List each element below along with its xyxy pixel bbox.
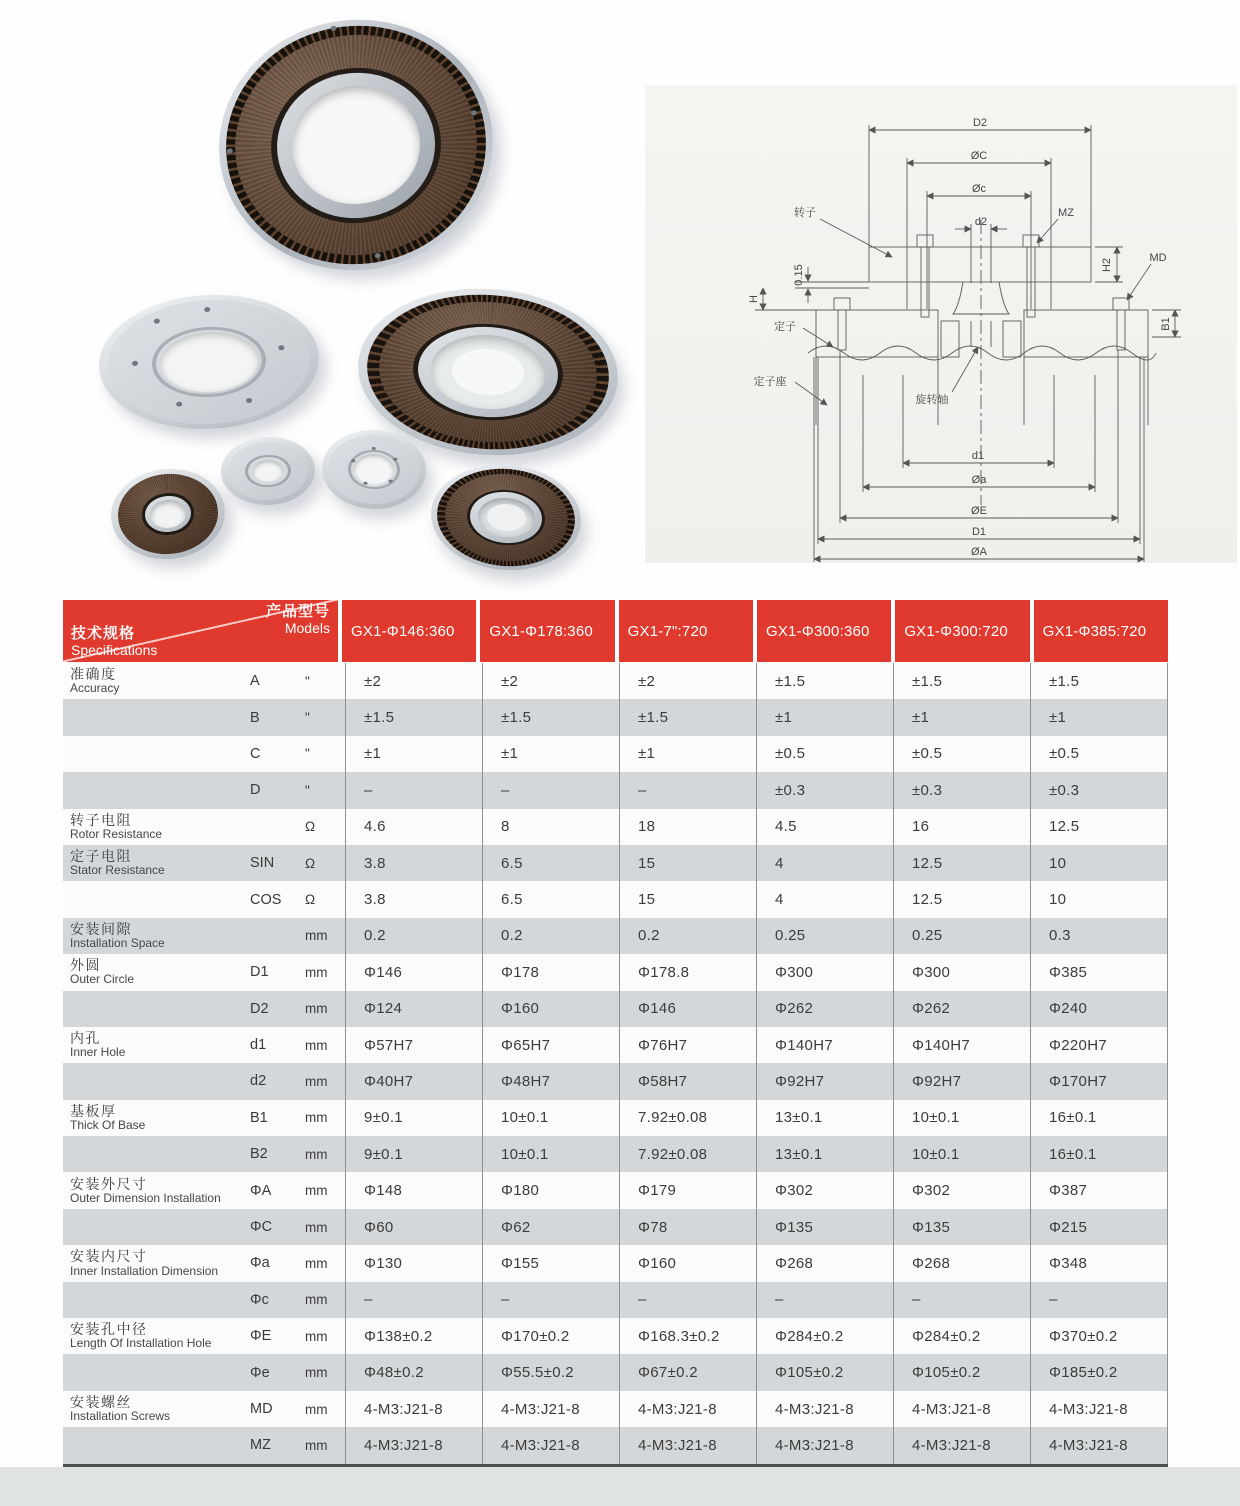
- screw-dot: [388, 479, 392, 482]
- row-label-en: Installation Screws: [70, 1409, 171, 1424]
- row-unit: ": [305, 782, 310, 798]
- table-row: [63, 881, 1168, 917]
- row-symbol: D: [250, 782, 261, 799]
- table-row: [63, 1136, 1168, 1172]
- cell-value: Φ62: [482, 1209, 619, 1245]
- rotor-label: 转子: [794, 207, 816, 219]
- cell-value: ±1: [893, 699, 1030, 735]
- model-column-header: GX1-Φ178:360: [476, 600, 614, 662]
- cell-value: 4-M3:J21-8: [893, 1391, 1030, 1427]
- table-row: [63, 1391, 1168, 1427]
- row-unit: mm: [305, 1001, 328, 1017]
- cell-value: Φ155: [482, 1245, 619, 1281]
- cell-value: ±1.5: [756, 663, 893, 699]
- model-column-header: GX1-7":720: [615, 600, 753, 662]
- row-unit: mm: [305, 1219, 328, 1235]
- row-symbol: MD: [250, 1401, 273, 1417]
- spec-table: [63, 600, 1168, 1467]
- row-label-zh: 安装外尺寸: [70, 1175, 148, 1192]
- cell-value: Φ387: [1030, 1172, 1168, 1208]
- screw-dot: [176, 401, 182, 406]
- row-label: [63, 1136, 250, 1172]
- silver-ring-large: [96, 289, 323, 434]
- row-label-en: Accuracy: [70, 681, 120, 696]
- row-label-zh: 安装孔中径: [70, 1321, 148, 1338]
- cell-value: 16: [893, 809, 1030, 845]
- product-photo-single-ring: [205, 4, 507, 286]
- b1-label: B1: [1160, 317, 1172, 331]
- cell-value: 4-M3:J21-8: [345, 1427, 482, 1463]
- row-symbol: [250, 809, 305, 845]
- models-header-label: [266, 604, 330, 636]
- screw-dot: [393, 458, 397, 461]
- cell-value: Φ179: [619, 1172, 756, 1208]
- cell-value: 15: [619, 845, 756, 881]
- models-zh: 产品型号: [265, 603, 330, 620]
- dim-label-d2: d2: [974, 216, 988, 228]
- cell-value: Φ67±0.2: [619, 1354, 756, 1390]
- cell-value: 12.5: [1030, 809, 1168, 845]
- row-unit: mm: [305, 964, 328, 980]
- diagram-svg: [645, 85, 1237, 563]
- row-symbol: MZ: [250, 1437, 271, 1454]
- cell-value: –: [345, 1282, 482, 1318]
- row-unit: ": [305, 673, 310, 689]
- cell-value: ±1.5: [345, 699, 482, 735]
- bottom-band: [0, 1467, 1240, 1506]
- cell-value: 4-M3:J21-8: [619, 1427, 756, 1463]
- cell-value: –: [893, 1282, 1030, 1318]
- gap-label: 0.15: [793, 264, 805, 286]
- cell-value: Φ138±0.2: [345, 1318, 482, 1354]
- cell-value: ±1.5: [619, 699, 756, 735]
- table-row: [63, 809, 1168, 845]
- cell-value: 0.2: [619, 918, 756, 954]
- cell-value: ±2: [482, 663, 619, 699]
- cell-value: Φ92H7: [893, 1063, 1030, 1099]
- row-label-zh: 安装螺丝: [70, 1393, 132, 1410]
- cell-value: Φ185±0.2: [1030, 1354, 1168, 1390]
- cell-value: –: [482, 772, 619, 808]
- row-label: [63, 699, 250, 735]
- cell-value: ±0.3: [1030, 772, 1168, 808]
- row-symbol: Φa: [250, 1255, 270, 1272]
- cell-value: 0.3: [1030, 918, 1168, 954]
- cell-value: Φ178: [482, 954, 619, 990]
- cell-value: Φ268: [893, 1245, 1030, 1281]
- cell-value: Φ60: [345, 1209, 482, 1245]
- cell-value: Φ65H7: [482, 1027, 619, 1063]
- model-column-header: GX1-Φ385:720: [1030, 600, 1168, 662]
- row-unit: mm: [305, 928, 328, 944]
- mz-label: MZ: [1058, 207, 1074, 219]
- cell-value: 0.2: [345, 918, 482, 954]
- cell-value: –: [619, 772, 756, 808]
- cell-value: Φ268: [756, 1245, 893, 1281]
- row-unit: Ω: [305, 819, 316, 835]
- cell-value: Φ40H7: [345, 1063, 482, 1099]
- cell-value: Φ302: [893, 1172, 1030, 1208]
- cell-value: Φ135: [893, 1209, 1030, 1245]
- cell-value: 9±0.1: [345, 1100, 482, 1136]
- row-unit: mm: [305, 1146, 328, 1162]
- row-label-en: Stator Resistance: [70, 863, 165, 878]
- cell-value: Φ78: [619, 1209, 756, 1245]
- row-label: [63, 1427, 250, 1463]
- cell-value: Φ284±0.2: [756, 1318, 893, 1354]
- row-label-zh: 外圆: [70, 957, 101, 974]
- silver-ring-small-left: [220, 435, 316, 506]
- cell-value: ±1.5: [893, 663, 1030, 699]
- cell-value: –: [1030, 1282, 1168, 1318]
- dim-label-OE: ØE: [971, 505, 987, 517]
- cell-value: Φ262: [756, 991, 893, 1027]
- row-label-zh: 安装间隙: [70, 920, 132, 937]
- table-row: [63, 991, 1168, 1027]
- row-label-zh: 定子电阻: [70, 848, 132, 865]
- row-unit: ": [305, 746, 310, 762]
- row-symbol: d1: [250, 1037, 267, 1054]
- cell-value: 18: [619, 809, 756, 845]
- cell-value: –: [756, 1282, 893, 1318]
- cell-value: ±1: [482, 736, 619, 772]
- row-label-en: Rotor Resistance: [70, 826, 163, 841]
- cell-value: 10±0.1: [893, 1136, 1030, 1172]
- row-unit: mm: [305, 1255, 328, 1271]
- row-label: [63, 1172, 250, 1208]
- cell-value: Φ215: [1030, 1209, 1168, 1245]
- cell-value: Φ48H7: [482, 1063, 619, 1099]
- row-label-en: Installation Space: [70, 936, 165, 950]
- cell-value: 16±0.1: [1030, 1100, 1168, 1136]
- table-header: [63, 600, 1168, 662]
- dim-label-OC: ØC: [970, 150, 988, 162]
- cell-value: Φ385: [1030, 954, 1168, 990]
- row-unit: mm: [305, 1292, 328, 1308]
- cell-value: Φ76H7: [619, 1027, 756, 1063]
- row-label: [63, 736, 250, 772]
- cell-value: Φ92H7: [756, 1063, 893, 1099]
- cell-value: 4: [756, 845, 893, 881]
- table-row: [63, 736, 1168, 772]
- cell-value: 0.25: [893, 918, 1030, 954]
- models-en: Models: [284, 619, 330, 636]
- cell-value: ±1: [1030, 699, 1168, 735]
- row-label: [63, 1209, 250, 1245]
- cell-value: 7.92±0.08: [619, 1100, 756, 1136]
- cell-value: Φ140H7: [756, 1027, 893, 1063]
- silver-ring-small-right: [321, 428, 428, 511]
- cell-value: Φ105±0.2: [893, 1354, 1030, 1390]
- row-label: [63, 1391, 250, 1427]
- cell-value: 4-M3:J21-8: [345, 1391, 482, 1427]
- cell-value: Φ160: [482, 991, 619, 1027]
- row-label-zh: 安装内尺寸: [70, 1248, 148, 1265]
- cell-value: Φ140H7: [893, 1027, 1030, 1063]
- cell-value: Φ262: [893, 991, 1030, 1027]
- row-label-en: Inner Hole: [70, 1045, 126, 1060]
- row-unit: mm: [305, 1328, 328, 1344]
- row-symbol: ΦA: [250, 1182, 272, 1199]
- row-label-en: Length Of Installation Hole: [70, 1336, 212, 1351]
- table-body: [63, 663, 1168, 1467]
- spec-header-label: [71, 626, 157, 658]
- cell-value: Φ370±0.2: [1030, 1318, 1168, 1354]
- row-symbol: C: [250, 745, 261, 762]
- row-symbol: Φc: [250, 1291, 269, 1308]
- row-unit: mm: [305, 1110, 328, 1126]
- row-label: [63, 991, 250, 1027]
- row-label: [63, 1063, 250, 1099]
- cell-value: 7.92±0.08: [619, 1136, 756, 1172]
- screw-dot: [132, 360, 138, 365]
- cell-value: Φ170H7: [1030, 1063, 1168, 1099]
- cell-value: ±0.5: [756, 736, 893, 772]
- cell-value: Φ57H7: [345, 1027, 482, 1063]
- row-symbol: B2: [250, 1146, 268, 1163]
- cell-value: 4: [756, 881, 893, 917]
- row-label: [63, 1282, 250, 1318]
- table-row: [63, 1100, 1168, 1136]
- cell-value: ±1.5: [482, 699, 619, 735]
- row-label-zh: 准确度: [70, 666, 117, 683]
- row-symbol: ΦE: [250, 1328, 272, 1345]
- dim-label-D2: D2: [972, 117, 988, 129]
- cell-value: 3.8: [345, 845, 482, 881]
- dim-label-Oc: Øc: [971, 183, 987, 195]
- row-symbol: A: [250, 673, 260, 690]
- row-unit: mm: [305, 1073, 328, 1089]
- cell-value: Φ135: [756, 1209, 893, 1245]
- row-symbol: Φe: [250, 1364, 270, 1381]
- row-label: [63, 772, 250, 808]
- cell-value: 8: [482, 809, 619, 845]
- cell-value: 6.5: [482, 845, 619, 881]
- cell-value: ±1: [756, 699, 893, 735]
- row-unit: mm: [305, 1037, 328, 1053]
- table-row: [63, 1427, 1168, 1463]
- model-column-header: GX1-Φ300:360: [753, 600, 891, 662]
- row-label: [63, 1027, 250, 1063]
- row-label-zh: 基板厚: [70, 1102, 117, 1119]
- row-symbol: B1: [250, 1109, 268, 1126]
- cell-value: Φ130: [345, 1245, 482, 1281]
- cell-value: Φ124: [345, 991, 482, 1027]
- row-unit: Ω: [305, 855, 316, 871]
- cell-value: Φ284±0.2: [893, 1318, 1030, 1354]
- table-row: [63, 1027, 1168, 1063]
- cell-value: 4-M3:J21-8: [756, 1391, 893, 1427]
- cell-value: 10: [1030, 881, 1168, 917]
- row-label: [63, 809, 250, 845]
- cell-value: 4-M3:J21-8: [1030, 1427, 1168, 1463]
- table-row: [63, 918, 1168, 954]
- spec-models-header-cell: [63, 600, 338, 662]
- cell-value: Φ148: [345, 1172, 482, 1208]
- table-row: [63, 1354, 1168, 1390]
- cell-value: Φ58H7: [619, 1063, 756, 1099]
- cell-value: Φ146: [345, 954, 482, 990]
- cell-value: ±0.5: [1030, 736, 1168, 772]
- cell-value: ±0.3: [756, 772, 893, 808]
- cell-value: 10±0.1: [482, 1136, 619, 1172]
- row-label: [63, 881, 250, 917]
- cell-value: ±1: [345, 736, 482, 772]
- row-label: [63, 1318, 250, 1354]
- table-row: [63, 663, 1168, 699]
- cell-value: 10: [1030, 845, 1168, 881]
- table-row: [63, 1209, 1168, 1245]
- cell-value: Φ178.8: [619, 954, 756, 990]
- cell-value: –: [345, 772, 482, 808]
- cell-value: 6.5: [482, 881, 619, 917]
- installation-diagram: [645, 85, 1237, 563]
- cell-value: Φ302: [756, 1172, 893, 1208]
- spec-en: Specifications: [71, 641, 158, 658]
- cell-value: 12.5: [893, 845, 1030, 881]
- cell-value: 15: [619, 881, 756, 917]
- row-symbol: d2: [250, 1073, 267, 1090]
- cell-value: 4-M3:J21-8: [1030, 1391, 1168, 1427]
- row-symbol: B: [250, 709, 260, 726]
- axis-label: 旋转轴: [915, 394, 949, 406]
- cell-value: ±2: [345, 663, 482, 699]
- dim-label-Oa: Øa: [971, 474, 987, 486]
- screw-dot: [363, 482, 367, 485]
- coil-ring-medium: [427, 459, 586, 577]
- row-label-zh: 内孔: [70, 1030, 101, 1047]
- cell-value: 4.6: [345, 809, 482, 845]
- spec-zh: 技术规格: [71, 625, 136, 643]
- dim-label-D1: D1: [971, 526, 987, 538]
- row-label-en: Outer Dimension Installation: [70, 1190, 221, 1205]
- cell-value: 16±0.1: [1030, 1136, 1168, 1172]
- row-unit: mm: [305, 1365, 328, 1381]
- screw-dot: [227, 148, 234, 154]
- cell-value: 4-M3:J21-8: [619, 1391, 756, 1427]
- cell-value: ±1.5: [1030, 663, 1168, 699]
- md-label: MD: [1149, 252, 1167, 264]
- dim-label-d1: d1: [971, 450, 985, 462]
- model-column-header: GX1-Φ300:720: [891, 600, 1029, 662]
- row-symbol: [250, 918, 305, 954]
- model-column-header: GX1-Φ146:360: [338, 600, 476, 662]
- table-row: [63, 1318, 1168, 1354]
- row-label: [63, 1354, 250, 1390]
- cell-value: 0.2: [482, 918, 619, 954]
- row-symbol: COS: [250, 891, 282, 908]
- cell-value: 9±0.1: [345, 1136, 482, 1172]
- dim-label-OA: ØA: [971, 546, 987, 558]
- table-row: [63, 954, 1168, 990]
- row-label-zh: 转子电阻: [70, 811, 132, 828]
- cell-value: 4-M3:J21-8: [482, 1427, 619, 1463]
- row-label: [63, 1245, 250, 1281]
- cell-value: Φ300: [756, 954, 893, 990]
- coil-ring-small: [107, 464, 228, 564]
- table-row: [63, 772, 1168, 808]
- table-row: [63, 1245, 1168, 1281]
- cell-value: ±1: [619, 736, 756, 772]
- cell-value: 4-M3:J21-8: [482, 1391, 619, 1427]
- cell-value: Φ55.5±0.2: [482, 1354, 619, 1390]
- row-label: [63, 845, 250, 881]
- cell-value: 3.8: [345, 881, 482, 917]
- h-label: H: [748, 295, 760, 303]
- row-label-en: Inner Installation Dimension: [70, 1263, 219, 1278]
- cell-value: Φ240: [1030, 991, 1168, 1027]
- cell-value: Φ220H7: [1030, 1027, 1168, 1063]
- row-unit: mm: [305, 1437, 328, 1453]
- row-label: [63, 918, 250, 954]
- cell-value: ±0.5: [893, 736, 1030, 772]
- cell-value: 10±0.1: [893, 1100, 1030, 1136]
- cell-value: 4.5: [756, 809, 893, 845]
- table-row: [63, 1063, 1168, 1099]
- row-symbol: SIN: [250, 855, 275, 872]
- table-row: [63, 1282, 1168, 1318]
- screw-dot: [246, 397, 252, 402]
- cell-value: –: [482, 1282, 619, 1318]
- row-label-en: Outer Circle: [70, 972, 135, 987]
- cell-value: 0.25: [756, 918, 893, 954]
- stator-label: 定子: [774, 321, 796, 333]
- table-row: [63, 845, 1168, 881]
- row-label: [63, 1100, 250, 1136]
- cell-value: Φ300: [893, 954, 1030, 990]
- cell-value: Φ146: [619, 991, 756, 1027]
- row-symbol: ΦC: [250, 1219, 273, 1236]
- cell-value: Φ180: [482, 1172, 619, 1208]
- row-label-en: Thick Of Base: [70, 1117, 146, 1132]
- stator-seat-label: 定子座: [753, 376, 787, 388]
- cell-value: 13±0.1: [756, 1100, 893, 1136]
- cell-value: ±0.3: [893, 772, 1030, 808]
- cell-value: Φ168.3±0.2: [619, 1318, 756, 1354]
- cell-value: Φ105±0.2: [756, 1354, 893, 1390]
- cell-value: Φ170±0.2: [482, 1318, 619, 1354]
- row-unit: ": [305, 710, 310, 726]
- h2-label: H2: [1101, 257, 1113, 273]
- cell-value: 4-M3:J21-8: [893, 1427, 1030, 1463]
- cell-value: Φ348: [1030, 1245, 1168, 1281]
- cell-value: 10±0.1: [482, 1100, 619, 1136]
- cell-value: –: [619, 1282, 756, 1318]
- cell-value: 12.5: [893, 881, 1030, 917]
- row-label: [63, 663, 250, 699]
- row-unit: mm: [305, 1401, 328, 1417]
- cell-value: Φ48±0.2: [345, 1354, 482, 1390]
- cell-value: 4-M3:J21-8: [756, 1427, 893, 1463]
- row-symbol: D2: [250, 1000, 269, 1017]
- cell-value: Φ160: [619, 1245, 756, 1281]
- cell-value: 13±0.1: [756, 1136, 893, 1172]
- row-unit: Ω: [305, 892, 316, 908]
- row-unit: mm: [305, 1183, 328, 1199]
- row-symbol: D1: [250, 964, 269, 981]
- row-label: [63, 954, 250, 990]
- table-row: [63, 699, 1168, 735]
- cell-value: ±2: [619, 663, 756, 699]
- table-row: [63, 1172, 1168, 1208]
